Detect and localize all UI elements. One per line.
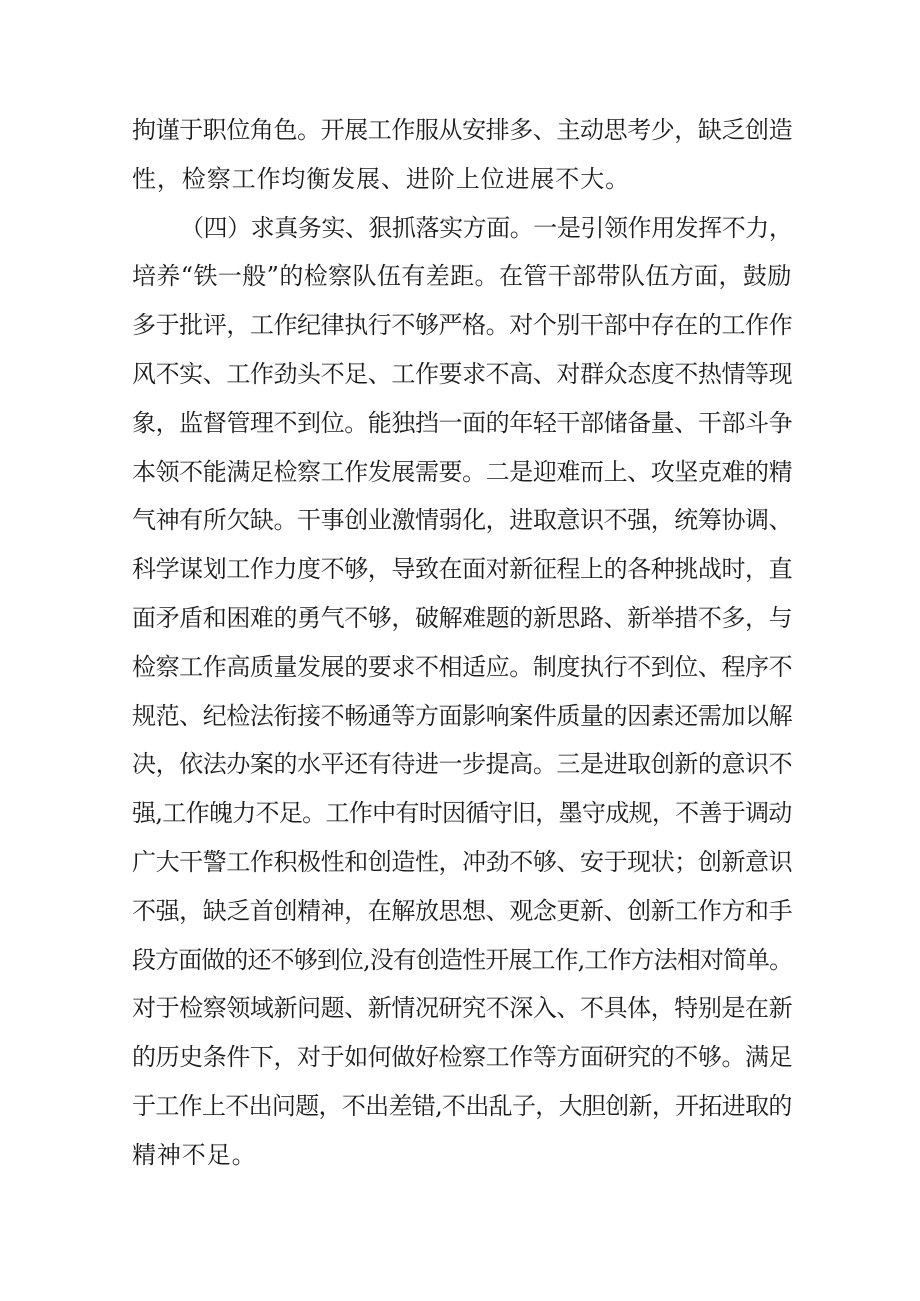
text-line: 培养“铁一般”的检察队伍有差距。在管干部带队伍方面，鼓励 (132, 262, 792, 291)
text-line: 的历史条件下，对于如何做好检察工作等方面研究的不够。满足 (132, 1043, 793, 1072)
text-line: 科学谋划工作力度不够，导致在面对新征程上的各种挑战时，直 (132, 555, 793, 584)
text-line: （四）求真务实、狠抓落实方面。一是引领作用发挥不力， (180, 213, 793, 242)
text-line: 面矛盾和困难的勇气不够，破解难题的新思路、新举措不多，与 (132, 603, 793, 632)
text-line: 强,工作魄力不足。工作中有时因循守旧，墨守成规，不善于调动 (132, 799, 792, 828)
text-line: 段方面做的还不够到位,没有创造性开展工作,工作方法相对简单。 (132, 945, 793, 974)
text-line: 风不实、工作劲头不足、工作要求不高、对群众态度不热情等现 (132, 359, 793, 388)
text-line: 精神不足。 (132, 1140, 257, 1169)
text-line: 拘谨于职位角色。开展工作服从安排多、主动思考少，缺乏创造 (132, 116, 793, 144)
text-line: 多于批评，工作纪律执行不够严格。对个别干部中存在的工作作 (132, 311, 793, 340)
text-line: 检察工作高质量发展的要求不相适应。制度执行不到位、程序不 (132, 652, 793, 681)
text-line: 本领不能满足检察工作发展需要。二是迎难而上、攻坚克难的精 (132, 457, 793, 486)
text-line: 气神有所欠缺。干事创业激情弱化，进取意识不强，统筹协调、 (132, 506, 793, 535)
text-line: 象，监督管理不到位。能独挡一面的年轻干部储备量、干部斗争 (132, 408, 793, 437)
text-line: 于工作上不出问题，不出差错,不出乱子，大胆创新，开拓进取的 (132, 1091, 792, 1120)
text-line: 对于检察领域新问题、新情况研究不深入、不具体，特别是在新 (132, 994, 793, 1023)
text-line: 不强，缺乏首创精神，在解放思想、观念更新、创新工作方和手 (132, 896, 793, 925)
body-text (132, 106, 792, 1180)
text-line: 广大干警工作积极性和创造性，冲劲不够、安于现状；创新意识 (132, 847, 793, 876)
text-line: 决，依法办案的水平还有待进一步提高。三是进取创新的意识不 (132, 750, 793, 779)
text-line: 规范、纪检法衔接不畅通等方面影响案件质量的因素还需加以解 (132, 701, 793, 730)
text-line: 性，检察工作均衡发展、进阶上位进展不大。 (132, 164, 630, 193)
